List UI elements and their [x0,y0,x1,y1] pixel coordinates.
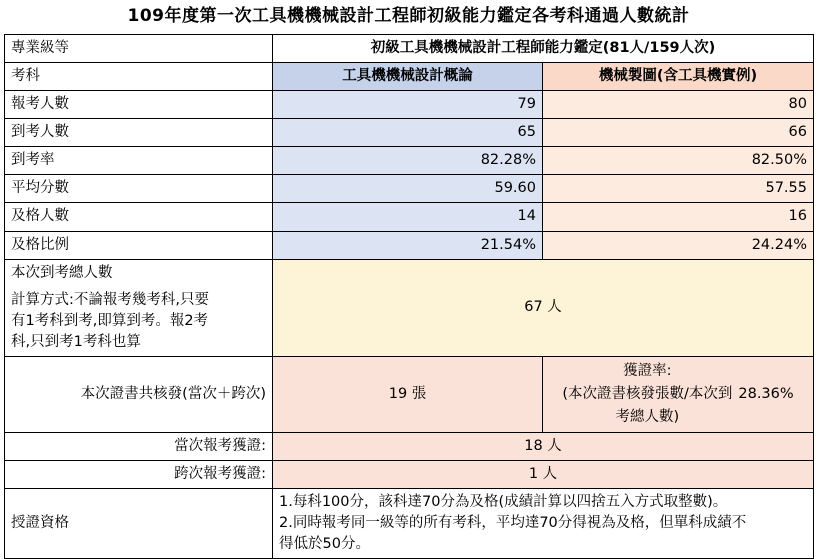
subject-header-col1: 工具機機械設計概論 [273,63,543,91]
certificates-count: 19 張 [273,356,543,433]
table-row-qualification [5,489,814,559]
applicants-col2: 80 [543,91,814,119]
row-label-total-attendance [5,259,273,356]
pass-rate-col1: 21.54% [273,231,543,259]
table-row-current-session [5,433,814,461]
certificate-rate-cell [543,356,814,433]
table-row-cross-session [5,461,814,489]
attendees-col1: 65 [273,119,543,147]
row-label-cross-session: 跨次報考獲證: [5,461,273,489]
row-label-level: 專業級等 [5,35,273,63]
row-label-certificates: 本次證書共核發(當次＋跨次) [5,356,273,433]
certificate-rate-value: 28.36% [738,385,794,402]
qualification-line1: 1.每科100分，該科達70分為及格(成績計算以四捨五入方式取整數)。 [279,494,728,511]
row-label-attendance-rate: 到考率 [5,147,273,175]
certificate-rate-formula-line1: (本次證書核發張數/本次到 [562,385,733,402]
row-label-pass-rate: 及格比例 [5,231,273,259]
row-label-current-session: 當次報考獲證: [5,433,273,461]
table-row-subject-header [5,63,814,91]
total-attendance-label-line3: 有1考科到考,即算到考。報2考 [11,312,209,329]
attendees-col2: 66 [543,119,814,147]
table-row [5,147,814,175]
total-attendance-value: 67 人 [273,259,814,356]
qualification-line3: 得低於50分。 [279,536,370,553]
certificate-rate-formula-line2: 考總人數) [615,408,680,425]
table-row [5,175,814,203]
total-attendance-label-line4: 科,只到考1考科也算 [11,333,141,350]
table-row [5,203,814,231]
total-attendance-label-line1: 本次到考總人數 [11,264,113,281]
qualification-content [273,489,814,559]
total-attendance-label-line2: 計算方式:不論報考幾考科,只要 [11,291,209,308]
row-label-passed-count: 及格人數 [5,203,273,231]
page-title: 109年度第一次工具機機械設計工程師初級能力鑑定各考科通過人數統計 [127,6,690,26]
table-row-certificates [5,356,814,433]
certificate-rate-label: 獲證率: [623,362,672,379]
table-row [5,119,814,147]
passed-count-col1: 14 [273,203,543,231]
row-label-attendees: 到考人數 [5,119,273,147]
table-row [5,91,814,119]
passed-count-col2: 16 [543,203,814,231]
level-value: 初級工具機機械設計工程師能力鑑定(81人/159人次) [273,35,814,63]
row-label-applicants: 報考人數 [5,91,273,119]
subject-header-col2: 機械製圖(含工具機實例) [543,63,814,91]
average-score-col2: 57.55 [543,175,814,203]
applicants-col1: 79 [273,91,543,119]
row-label-average-score: 平均分數 [5,175,273,203]
cross-session-value: 1 人 [273,461,814,489]
statistics-table [4,34,814,559]
pass-rate-col2: 24.24% [543,231,814,259]
table-row-level [5,35,814,63]
attendance-rate-col1: 82.28% [273,147,543,175]
row-label-qualification: 授證資格 [5,489,273,559]
table-row [5,231,814,259]
table-row-total-attendance [5,259,814,356]
average-score-col1: 59.60 [273,175,543,203]
row-label-subject: 考科 [5,63,273,91]
current-session-value: 18 人 [273,433,814,461]
attendance-rate-col2: 82.50% [543,147,814,175]
qualification-line2: 2.同時報考同一級等的所有考科，平均達70分得視為及格，但單科成績不 [279,515,747,532]
